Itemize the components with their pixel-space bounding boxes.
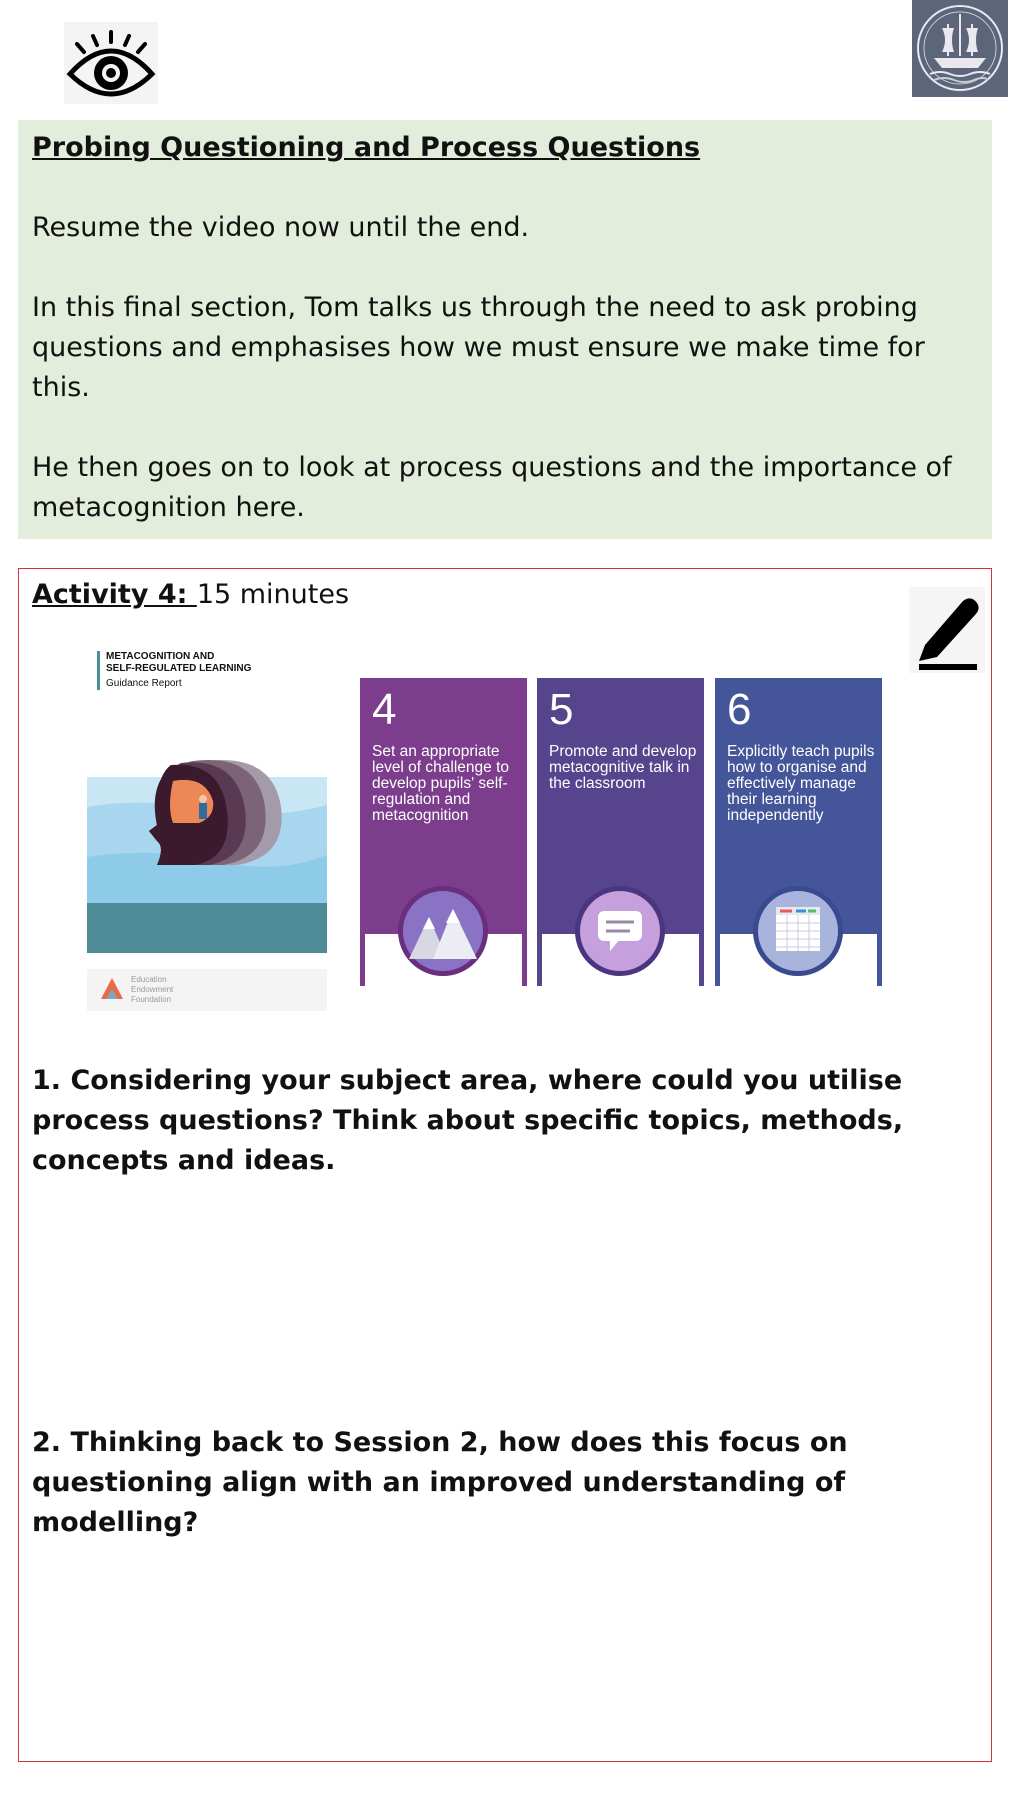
- activity-box: [18, 568, 992, 1762]
- publisher-line-2: Endowment: [131, 985, 174, 994]
- activity-header: [32, 575, 349, 615]
- question-1: 1. Considering your subject area, where could you utilise process questions? Think about specific topics, methods, concepts and ideas.: [32, 1065, 904, 1176]
- eye-icon: [64, 22, 158, 104]
- recommendation-card-4: [360, 678, 527, 986]
- report-publisher: [131, 975, 173, 1005]
- card-number: 4: [372, 685, 397, 734]
- publisher-line-3: Foundation: [131, 995, 172, 1004]
- report-cover: [87, 651, 327, 1011]
- card-text: Set an appropriate level of challenge to develop pupils' self-regulation and metacognition: [372, 743, 510, 824]
- crest-icon: [912, 0, 1008, 97]
- intro-paragraph-3: He then goes on to look at process questions and the importance of metacognition here.: [32, 452, 952, 523]
- intro-box: [18, 120, 992, 539]
- report-title: [97, 651, 251, 690]
- recommendation-card-5: [537, 678, 704, 986]
- card-text: Explicitly teach pupils how to organise and effectively manage their learning independently: [727, 743, 875, 824]
- publisher-line-1: Education: [131, 975, 167, 984]
- eef-logo-icon: [99, 977, 125, 1001]
- question-2: 2. Thinking back to Session 2, how does this focus on questioning align with an improved understanding of modelling?: [32, 1427, 848, 1538]
- card-number: 5: [549, 685, 574, 734]
- pencil-icon: [909, 587, 985, 673]
- recommendation-card-6: [715, 678, 882, 986]
- report-subtitle: Guidance Report: [106, 678, 182, 689]
- intro-paragraph-1: Resume the video now until the end.: [32, 212, 530, 243]
- card-number: 6: [727, 685, 752, 734]
- calendar-icon: [753, 886, 843, 976]
- activity-label: Activity 4:: [32, 579, 197, 610]
- speech-bubble-icon: [575, 886, 665, 976]
- mountain-icon: [398, 886, 488, 976]
- report-footer: [87, 969, 327, 1011]
- report-title-line-1: METACOGNITION AND: [106, 651, 215, 662]
- intro-title: Probing Questioning and Process Questions: [32, 132, 701, 163]
- report-illustration: [87, 757, 327, 953]
- report-title-line-2: SELF-REGULATED LEARNING: [106, 663, 252, 674]
- card-text: Promote and develop metacognitive talk in the classroom: [549, 743, 697, 792]
- intro-paragraph-2: In this final section, Tom talks us through the need to ask probing questions and emphasises how we must ensure we make time for this.: [32, 292, 925, 403]
- activity-duration: 15 minutes: [196, 579, 350, 610]
